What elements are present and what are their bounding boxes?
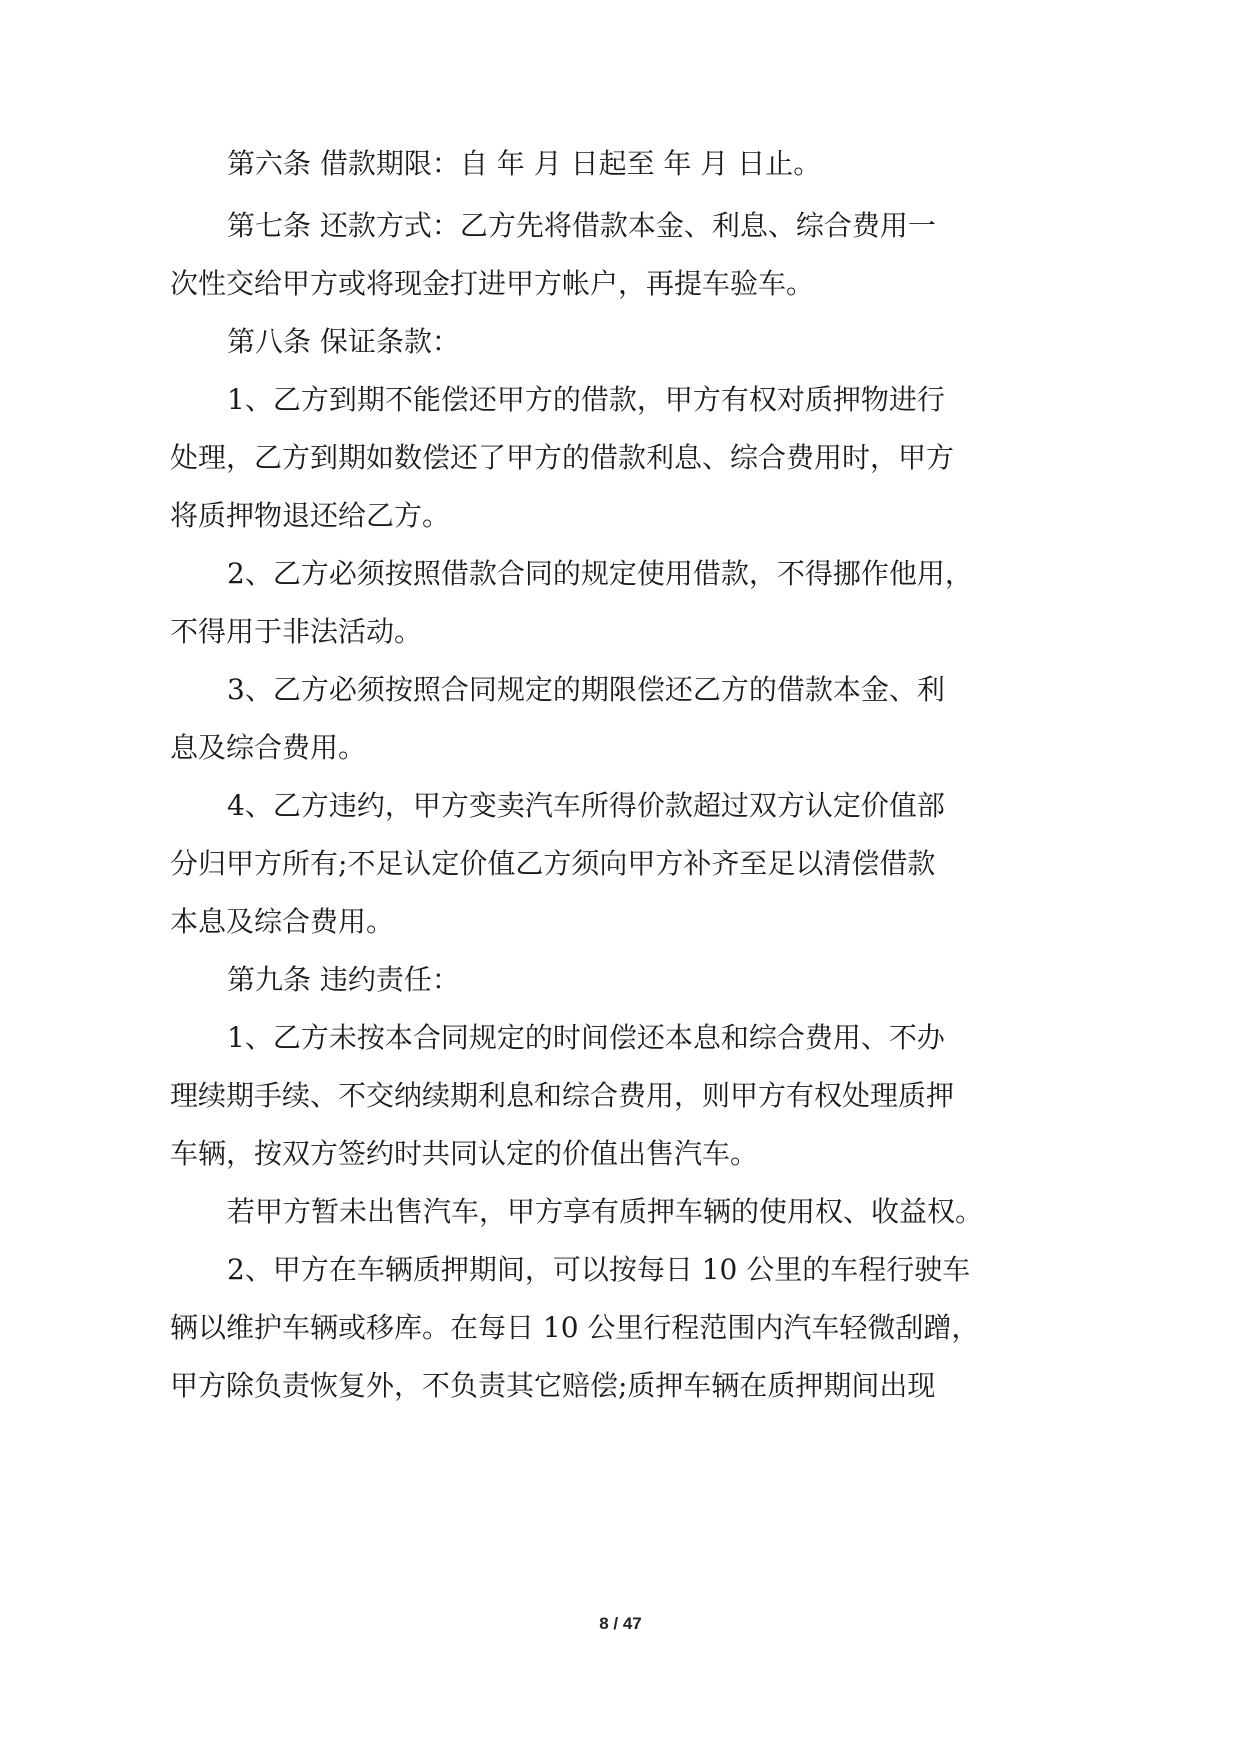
text-line: 将质押物退还给乙方。 <box>170 499 451 532</box>
text-line: 息及综合费用。 <box>170 731 367 764</box>
text-line: 不得用于非法活动。 <box>170 615 423 648</box>
text-line: 分归甲方所有;不足认定价值乙方须向甲方补齐至足以清偿借款 <box>170 847 936 880</box>
text-line: 2、甲方在车辆质押期间，可以按每日 10 公里的车程行驶车 <box>227 1253 971 1286</box>
text-line: 若甲方暂未出售汽车，甲方享有质押车辆的使用权、收益权。 <box>227 1195 984 1228</box>
text-line: 处理，乙方到期如数偿还了甲方的借款利息、综合费用时，甲方 <box>170 441 955 474</box>
text-line: 次性交给甲方或将现金打进甲方帐户，再提车验车。 <box>170 267 815 300</box>
text-line: 车辆，按双方签约时共同认定的价值出售汽车。 <box>170 1137 759 1170</box>
text-line: 4、乙方违约，甲方变卖汽车所得价款超过双方认定价值部 <box>227 789 945 822</box>
text-line: 3、乙方必须按照合同规定的期限偿还乙方的借款本金、利 <box>227 673 945 706</box>
text-line: 甲方除负责恢复外，不负责其它赔偿;质押车辆在质押期间出现 <box>170 1369 936 1402</box>
text-line: 第九条 违约责任： <box>227 963 460 996</box>
page-number: 8 / 47 <box>599 1614 642 1633</box>
text-line: 1、乙方未按本合同规定的时间偿还本息和综合费用、不办 <box>227 1021 945 1054</box>
text-line: 辆以维护车辆或移库。在每日 10 公里行程范围内汽车轻微刮蹭， <box>170 1311 980 1344</box>
text-line: 本息及综合费用。 <box>170 905 395 938</box>
text-line: 第六条 借款期限：自 年 月 日起至 年 月 日止。 <box>227 147 822 180</box>
text-line: 第七条 还款方式：乙方先将借款本金、利息、综合费用一 <box>227 209 936 242</box>
text-line: 2、乙方必须按照借款合同的规定使用借款，不得挪作他用， <box>227 557 973 590</box>
text-line: 1、乙方到期不能偿还甲方的借款，甲方有权对质押物进行 <box>227 383 945 416</box>
text-line: 理续期手续、不交纳续期利息和综合费用，则甲方有权处理质押 <box>170 1079 955 1112</box>
text-line: 第八条 保证条款： <box>227 325 460 358</box>
